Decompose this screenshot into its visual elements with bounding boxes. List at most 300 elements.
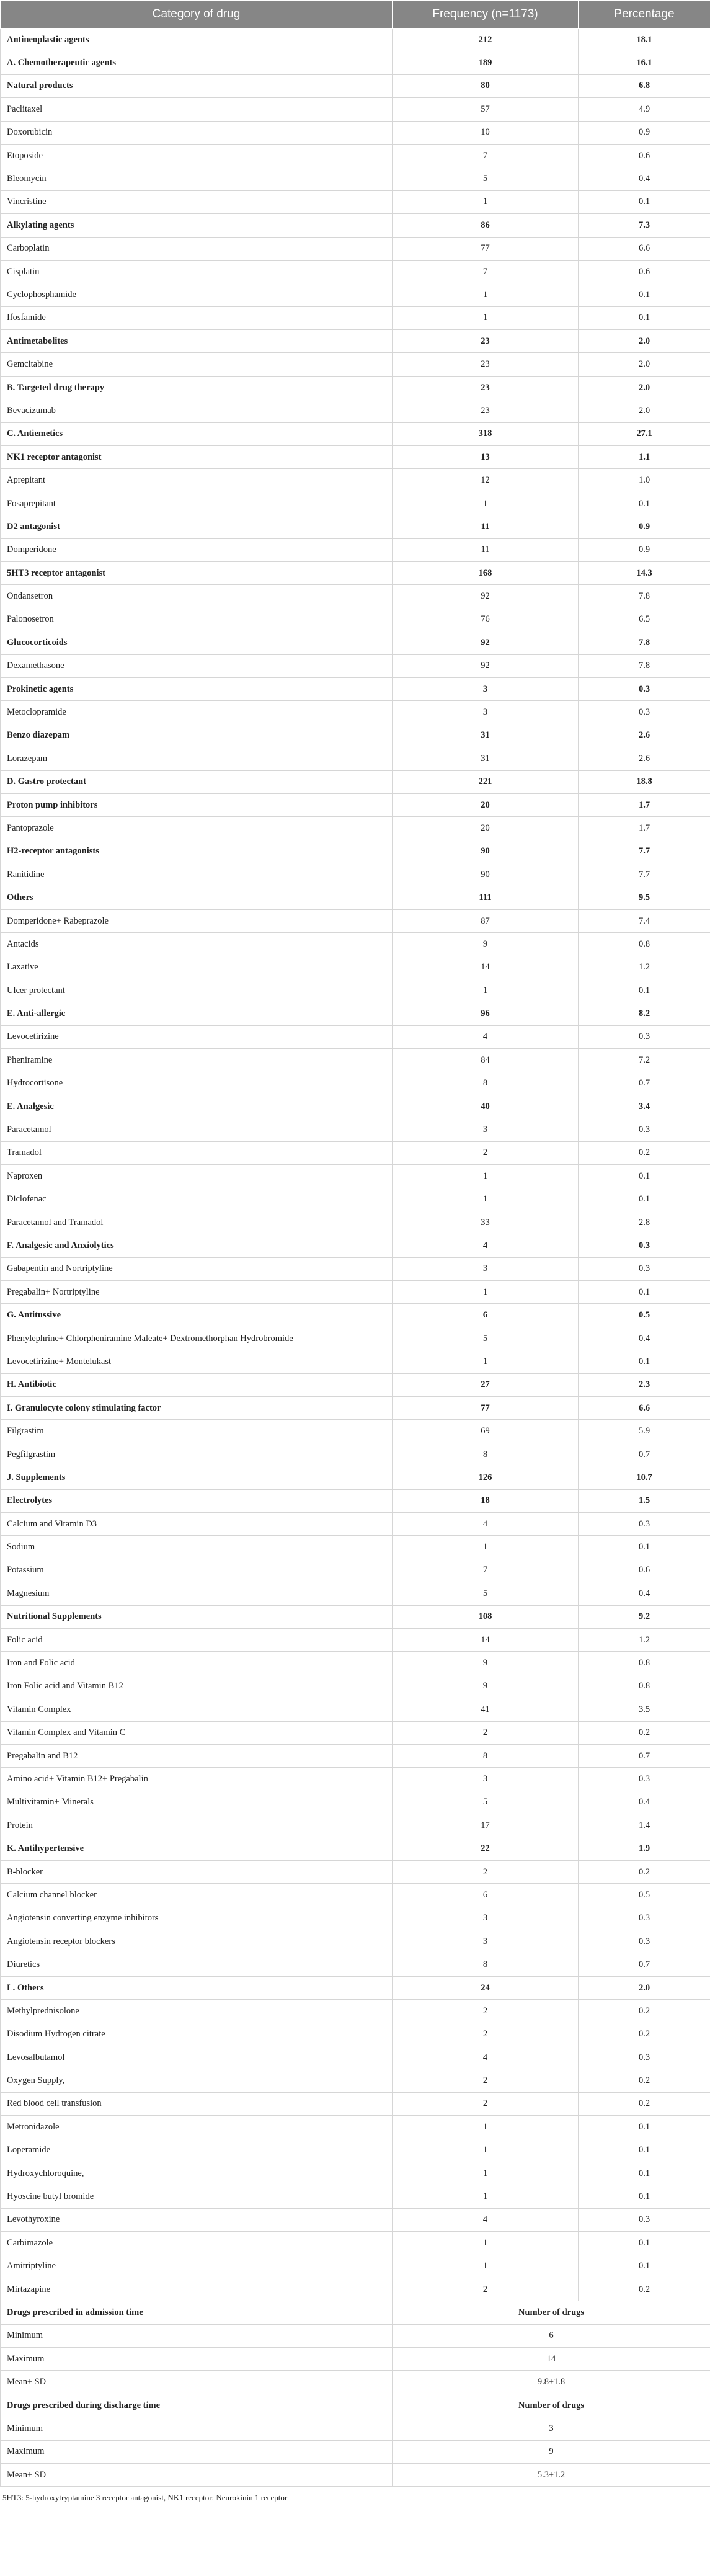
percentage-cell: 7.2: [579, 1049, 710, 1072]
drug-category-cell: Amino acid+ Vitamin B12+ Pregabalin: [1, 1768, 393, 1791]
percentage-cell: 0.3: [579, 1513, 710, 1536]
percentage-cell: 0.6: [579, 260, 710, 283]
drug-category-cell: Antineoplastic agents: [1, 29, 393, 51]
table-row: [1, 29, 710, 51]
drug-category-cell: Dexamethasone: [1, 654, 393, 677]
drug-category-cell: Angiotensin converting enzyme inhibitors: [1, 1907, 393, 1930]
percentage-cell: 7.4: [579, 909, 710, 932]
percentage-cell: 2.0: [579, 376, 710, 399]
drug-category-cell: Antacids: [1, 933, 393, 956]
drug-category-cell: E. Anti-allergic: [1, 1002, 393, 1025]
percentage-cell: 0.9: [579, 121, 710, 144]
frequency-cell: 80: [393, 74, 579, 97]
percentage-cell: 0.2: [579, 2023, 710, 2046]
table-row: [1, 306, 710, 329]
frequency-cell: 1: [393, 306, 579, 329]
table-row: [1, 585, 710, 608]
drug-category-cell: Proton pump inhibitors: [1, 793, 393, 816]
frequency-cell: 2: [393, 2000, 579, 2023]
frequency-cell: 69: [393, 1420, 579, 1443]
table-row: [1, 2185, 710, 2208]
frequency-cell: 1: [393, 1165, 579, 1188]
frequency-cell: 3: [393, 1768, 579, 1791]
percentage-cell: 0.2: [579, 1860, 710, 1883]
drug-category-cell: Amitriptyline: [1, 2255, 393, 2278]
drug-category-cell: Benzo diazepam: [1, 724, 393, 747]
percentage-cell: 0.1: [579, 979, 710, 1002]
table-row: [1, 1141, 710, 1164]
drug-category-cell: Paracetamol and Tramadol: [1, 1211, 393, 1234]
frequency-cell: 77: [393, 237, 579, 260]
table-row: [1, 1605, 710, 1628]
table-row: [1, 1072, 710, 1095]
frequency-cell: 23: [393, 376, 579, 399]
table-row: [1, 469, 710, 492]
percentage-cell: 6.6: [579, 237, 710, 260]
summary-row: [1, 2464, 710, 2487]
frequency-cell: 3: [393, 1118, 579, 1141]
frequency-cell: 4: [393, 1025, 579, 1048]
frequency-cell: 27: [393, 1373, 579, 1396]
drug-category-cell: Vitamin Complex and Vitamin C: [1, 1721, 393, 1744]
table-row: [1, 515, 710, 538]
percentage-cell: 1.7: [579, 793, 710, 816]
frequency-cell: 2: [393, 2023, 579, 2046]
table-row: [1, 2000, 710, 2023]
percentage-cell: 9.5: [579, 886, 710, 909]
summary-value-cell: 9.8±1.8: [393, 2371, 710, 2394]
drug-category-cell: Calcium and Vitamin D3: [1, 1513, 393, 1536]
frequency-cell: 2: [393, 1860, 579, 1883]
percentage-cell: 1.5: [579, 1489, 710, 1512]
drug-category-cell: Metoclopramide: [1, 701, 393, 724]
drug-category-cell: Pregabalin and B12: [1, 1744, 393, 1767]
percentage-cell: 0.8: [579, 1675, 710, 1698]
frequency-cell: 18: [393, 1489, 579, 1512]
table-row: [1, 1721, 710, 1744]
percentage-cell: 0.5: [579, 1304, 710, 1327]
table-row: [1, 353, 710, 376]
drug-category-cell: L. Others: [1, 1976, 393, 1999]
table-row: [1, 538, 710, 561]
percentage-cell: 0.9: [579, 515, 710, 538]
table-row: [1, 2278, 710, 2301]
frequency-cell: 11: [393, 538, 579, 561]
drug-category-cell: Ulcer protectant: [1, 979, 393, 1002]
drug-category-cell: Methylprednisolone: [1, 2000, 393, 2023]
table-row: [1, 2162, 710, 2185]
percentage-cell: 0.8: [579, 933, 710, 956]
table-row: [1, 2092, 710, 2115]
percentage-cell: 0.2: [579, 1141, 710, 1164]
drug-category-cell: Domperidone: [1, 538, 393, 561]
drug-category-cell: Bevacizumab: [1, 399, 393, 422]
percentage-cell: 0.3: [579, 701, 710, 724]
frequency-cell: 7: [393, 260, 579, 283]
percentage-cell: 0.4: [579, 167, 710, 190]
percentage-cell: 1.0: [579, 469, 710, 492]
percentage-cell: 0.3: [579, 1930, 710, 1953]
table-row: [1, 167, 710, 190]
drug-category-cell: Gemcitabine: [1, 353, 393, 376]
percentage-cell: 1.1: [579, 446, 710, 469]
drug-category-cell: Diuretics: [1, 1953, 393, 1976]
table-row: [1, 979, 710, 1002]
drug-category-cell: Glucocorticoids: [1, 631, 393, 654]
frequency-cell: 5: [393, 1582, 579, 1605]
frequency-cell: 76: [393, 608, 579, 631]
table-row: [1, 724, 710, 747]
table-row: [1, 1443, 710, 1466]
percentage-cell: 0.4: [579, 1582, 710, 1605]
frequency-cell: 22: [393, 1837, 579, 1860]
table-row: [1, 1976, 710, 1999]
table-row: [1, 190, 710, 213]
table-row: [1, 2139, 710, 2162]
table-row: [1, 1025, 710, 1048]
frequency-cell: 3: [393, 677, 579, 700]
drug-category-cell: G. Antitussive: [1, 1304, 393, 1327]
percentage-cell: 7.8: [579, 654, 710, 677]
table-row: [1, 1675, 710, 1698]
percentage-cell: 0.1: [579, 2162, 710, 2185]
frequency-cell: 2: [393, 2069, 579, 2092]
drug-category-cell: Multivitamin+ Minerals: [1, 1791, 393, 1814]
drug-category-cell: Natural products: [1, 74, 393, 97]
table-row: [1, 956, 710, 979]
table-row: [1, 1049, 710, 1072]
summary-header-row: [1, 2394, 710, 2417]
percentage-cell: 6.6: [579, 1397, 710, 1420]
percentage-cell: 7.3: [579, 214, 710, 237]
percentage-cell: 0.7: [579, 1953, 710, 1976]
table-row: [1, 51, 710, 74]
frequency-cell: 3: [393, 1907, 579, 1930]
percentage-cell: 0.6: [579, 1559, 710, 1582]
table-row: [1, 74, 710, 97]
table-row: [1, 492, 710, 515]
frequency-cell: 40: [393, 1095, 579, 1118]
frequency-cell: 1: [393, 190, 579, 213]
table-row: [1, 1930, 710, 1953]
frequency-cell: 5: [393, 167, 579, 190]
frequency-cell: 84: [393, 1049, 579, 1072]
frequency-cell: 31: [393, 747, 579, 770]
frequency-cell: 8: [393, 1072, 579, 1095]
drug-category-cell: Palonosetron: [1, 608, 393, 631]
table-row: [1, 1327, 710, 1350]
summary-label-cell: Minimum: [1, 2417, 393, 2440]
percentage-cell: 7.7: [579, 840, 710, 863]
drug-category-cell: Carbimazole: [1, 2232, 393, 2255]
table-row: [1, 909, 710, 932]
frequency-cell: 33: [393, 1211, 579, 1234]
percentage-cell: 0.1: [579, 2116, 710, 2139]
percentage-cell: 8.2: [579, 1002, 710, 1025]
drug-category-cell: Angiotensin receptor blockers: [1, 1930, 393, 1953]
frequency-cell: 3: [393, 1930, 579, 1953]
summary-header-row: [1, 2301, 710, 2324]
frequency-cell: 189: [393, 51, 579, 74]
percentage-cell: 2.6: [579, 747, 710, 770]
table-row: [1, 840, 710, 863]
frequency-cell: 6: [393, 1304, 579, 1327]
drug-category-cell: Magnesium: [1, 1582, 393, 1605]
summary-title-cell: Drugs prescribed during discharge time: [1, 2394, 393, 2417]
drug-category-cell: Ranitidine: [1, 863, 393, 886]
percentage-cell: 0.1: [579, 2255, 710, 2278]
drug-category-cell: Oxygen Supply,: [1, 2069, 393, 2092]
drug-category-cell: Doxorubicin: [1, 121, 393, 144]
table-row: [1, 144, 710, 167]
drug-category-cell: Fosaprepitant: [1, 492, 393, 515]
header-percentage: Percentage: [579, 1, 710, 29]
percentage-cell: 0.2: [579, 2278, 710, 2301]
header-category: Category of drug: [1, 1, 393, 29]
frequency-cell: 4: [393, 2208, 579, 2231]
percentage-cell: 0.3: [579, 1907, 710, 1930]
frequency-cell: 4: [393, 1513, 579, 1536]
table-row: [1, 2232, 710, 2255]
frequency-cell: 10: [393, 121, 579, 144]
table-row: [1, 1165, 710, 1188]
drug-category-cell: Sodium: [1, 1536, 393, 1559]
summary-label-cell: Mean± SD: [1, 2464, 393, 2487]
drug-category-cell: Vincristine: [1, 190, 393, 213]
drug-category-cell: Iron and Folic acid: [1, 1652, 393, 1675]
drug-category-cell: Pantoprazole: [1, 817, 393, 840]
percentage-cell: 0.1: [579, 306, 710, 329]
frequency-cell: 1: [393, 492, 579, 515]
summary-row: [1, 2324, 710, 2347]
percentage-cell: 14.3: [579, 561, 710, 584]
table-row: [1, 2023, 710, 2046]
frequency-cell: 9: [393, 933, 579, 956]
percentage-cell: 2.0: [579, 330, 710, 353]
table-row: [1, 399, 710, 422]
table-row: [1, 1907, 710, 1930]
table-row: [1, 1373, 710, 1396]
percentage-cell: 2.3: [579, 1373, 710, 1396]
table-row: [1, 2069, 710, 2092]
table-row: [1, 1536, 710, 1559]
summary-row: [1, 2440, 710, 2463]
percentage-cell: 0.1: [579, 1536, 710, 1559]
table-row: [1, 1953, 710, 1976]
table-row: [1, 677, 710, 700]
summary-column-label-cell: Number of drugs: [393, 2394, 710, 2417]
summary-column-label-cell: Number of drugs: [393, 2301, 710, 2324]
percentage-cell: 3.4: [579, 1095, 710, 1118]
table-row: [1, 1257, 710, 1280]
table-row: [1, 1002, 710, 1025]
drug-category-cell: H. Antibiotic: [1, 1373, 393, 1396]
drug-category-cell: Calcium channel blocker: [1, 1884, 393, 1907]
frequency-cell: 6: [393, 1884, 579, 1907]
table-row: [1, 701, 710, 724]
frequency-cell: 12: [393, 469, 579, 492]
summary-row: [1, 2371, 710, 2394]
frequency-cell: 23: [393, 353, 579, 376]
table-row: [1, 1095, 710, 1118]
frequency-cell: 2: [393, 1721, 579, 1744]
frequency-cell: 77: [393, 1397, 579, 1420]
percentage-cell: 6.8: [579, 74, 710, 97]
frequency-cell: 8: [393, 1744, 579, 1767]
drug-category-cell: K. Antihypertensive: [1, 1837, 393, 1860]
frequency-cell: 126: [393, 1466, 579, 1489]
table-body: [1, 29, 710, 2487]
table-row: [1, 1211, 710, 1234]
percentage-cell: 16.1: [579, 51, 710, 74]
table-row: [1, 1652, 710, 1675]
drug-category-cell: Antimetabolites: [1, 330, 393, 353]
frequency-cell: 24: [393, 1976, 579, 1999]
percentage-cell: 0.2: [579, 2092, 710, 2115]
frequency-cell: 92: [393, 654, 579, 677]
drug-category-cell: Electrolytes: [1, 1489, 393, 1512]
percentage-cell: 2.6: [579, 724, 710, 747]
percentage-cell: 1.2: [579, 1628, 710, 1651]
table-row: [1, 2208, 710, 2231]
drug-category-cell: B. Targeted drug therapy: [1, 376, 393, 399]
percentage-cell: 0.1: [579, 2139, 710, 2162]
drug-category-cell: Metronidazole: [1, 2116, 393, 2139]
table-row: [1, 1744, 710, 1767]
table-row: [1, 376, 710, 399]
table-row: [1, 793, 710, 816]
frequency-cell: 11: [393, 515, 579, 538]
percentage-cell: 2.8: [579, 1211, 710, 1234]
drug-category-cell: Hyoscine butyl bromide: [1, 2185, 393, 2208]
percentage-cell: 0.1: [579, 2232, 710, 2255]
percentage-cell: 1.7: [579, 817, 710, 840]
table-row: [1, 1698, 710, 1721]
percentage-cell: 0.3: [579, 1257, 710, 1280]
table-row: [1, 422, 710, 445]
frequency-cell: 57: [393, 98, 579, 121]
frequency-cell: 108: [393, 1605, 579, 1628]
frequency-cell: 96: [393, 1002, 579, 1025]
table-row: [1, 2046, 710, 2069]
drug-category-cell: Ondansetron: [1, 585, 393, 608]
drug-category-cell: Prokinetic agents: [1, 677, 393, 700]
summary-row: [1, 2348, 710, 2371]
drug-category-cell: Bleomycin: [1, 167, 393, 190]
table-row: [1, 1559, 710, 1582]
percentage-cell: 0.7: [579, 1744, 710, 1767]
table-row: [1, 330, 710, 353]
drug-category-cell: I. Granulocyte colony stimulating factor: [1, 1397, 393, 1420]
percentage-cell: 2.0: [579, 399, 710, 422]
frequency-cell: 1: [393, 1350, 579, 1373]
drug-category-cell: Pregabalin+ Nortriptyline: [1, 1281, 393, 1304]
summary-value-cell: 14: [393, 2348, 710, 2371]
table-row: [1, 654, 710, 677]
frequency-cell: 221: [393, 770, 579, 793]
frequency-cell: 13: [393, 446, 579, 469]
table-row: [1, 1188, 710, 1211]
frequency-cell: 1: [393, 2232, 579, 2255]
frequency-cell: 1: [393, 2116, 579, 2139]
frequency-cell: 168: [393, 561, 579, 584]
percentage-cell: 1.9: [579, 1837, 710, 1860]
table-row: [1, 817, 710, 840]
frequency-cell: 318: [393, 422, 579, 445]
frequency-cell: 1: [393, 283, 579, 306]
table-row: [1, 1582, 710, 1605]
drug-category-cell: H2-receptor antagonists: [1, 840, 393, 863]
table-row: [1, 2255, 710, 2278]
percentage-cell: 0.1: [579, 1281, 710, 1304]
summary-row: [1, 2417, 710, 2440]
percentage-cell: 0.1: [579, 1188, 710, 1211]
table-row: [1, 237, 710, 260]
percentage-cell: 2.0: [579, 353, 710, 376]
frequency-cell: 5: [393, 1791, 579, 1814]
table-row: [1, 1791, 710, 1814]
frequency-cell: 23: [393, 330, 579, 353]
drug-category-cell: Cyclophosphamide: [1, 283, 393, 306]
percentage-cell: 5.9: [579, 1420, 710, 1443]
table-row: [1, 1304, 710, 1327]
summary-label-cell: Minimum: [1, 2324, 393, 2347]
drug-category-cell: Protein: [1, 1814, 393, 1837]
table-row: [1, 1397, 710, 1420]
table-row: [1, 1350, 710, 1373]
drug-category-cell: Laxative: [1, 956, 393, 979]
drug-category-cell: Mirtazapine: [1, 2278, 393, 2301]
percentage-cell: 0.2: [579, 1721, 710, 1744]
percentage-cell: 0.3: [579, 1768, 710, 1791]
table-row: [1, 1860, 710, 1883]
table-row: [1, 121, 710, 144]
frequency-cell: 92: [393, 585, 579, 608]
frequency-cell: 9: [393, 1675, 579, 1698]
frequency-cell: 86: [393, 214, 579, 237]
drug-category-cell: Folic acid: [1, 1628, 393, 1651]
percentage-cell: 0.5: [579, 1884, 710, 1907]
frequency-cell: 1: [393, 2255, 579, 2278]
percentage-cell: 7.7: [579, 863, 710, 886]
percentage-cell: 2.0: [579, 1976, 710, 1999]
percentage-cell: 0.7: [579, 1072, 710, 1095]
drug-category-cell: C. Antiemetics: [1, 422, 393, 445]
table-header-row: [1, 1, 710, 29]
percentage-cell: 0.1: [579, 2185, 710, 2208]
frequency-cell: 3: [393, 701, 579, 724]
drug-category-cell: Levocetirizine: [1, 1025, 393, 1048]
percentage-cell: 3.5: [579, 1698, 710, 1721]
table-row: [1, 1814, 710, 1837]
frequency-cell: 31: [393, 724, 579, 747]
frequency-cell: 4: [393, 1234, 579, 1257]
drug-category-cell: D. Gastro protectant: [1, 770, 393, 793]
drug-category-cell: Domperidone+ Rabeprazole: [1, 909, 393, 932]
frequency-cell: 1: [393, 1281, 579, 1304]
drug-category-cell: Filgrastim: [1, 1420, 393, 1443]
drug-category-cell: Paclitaxel: [1, 98, 393, 121]
drug-category-cell: Loperamide: [1, 2139, 393, 2162]
frequency-cell: 14: [393, 956, 579, 979]
table-row: [1, 561, 710, 584]
frequency-cell: 4: [393, 2046, 579, 2069]
frequency-cell: 5: [393, 1327, 579, 1350]
drug-category-cell: Carboplatin: [1, 237, 393, 260]
table-row: [1, 1628, 710, 1651]
frequency-cell: 20: [393, 793, 579, 816]
table-row: [1, 631, 710, 654]
